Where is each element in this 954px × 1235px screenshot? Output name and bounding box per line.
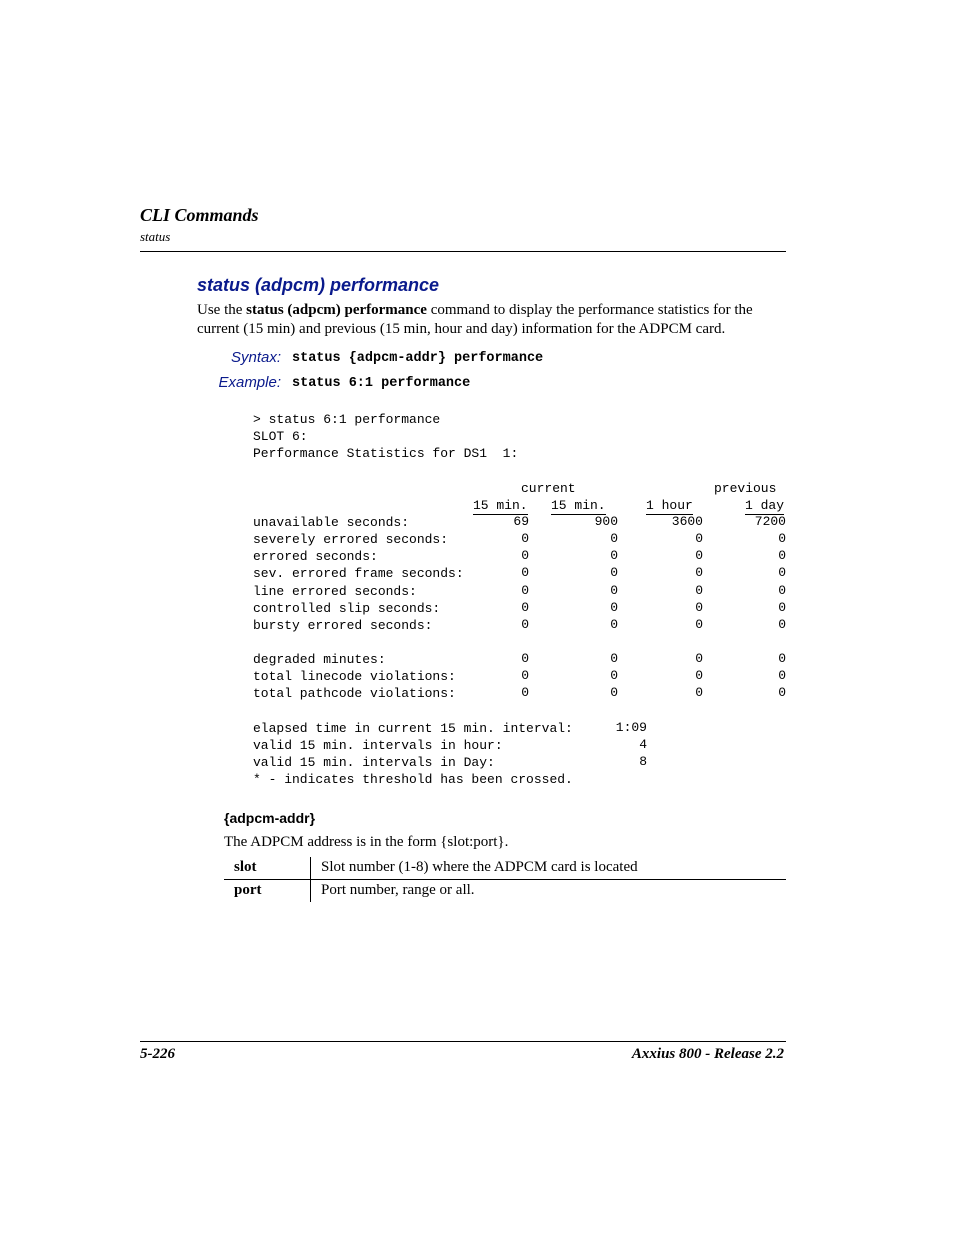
stat-value: 0 [610,531,618,546]
stat-value: 0 [778,600,786,615]
stat-value: 900 [594,514,618,529]
col-header-4: 1 day [745,497,784,515]
stat-value: 7200 [754,514,786,529]
intro-paragraph: Use the status (adpcm) performance command to display the performance statistics for the current (15 min) and previous (15 min, hour and day) information for the ADPCM card. [197,302,753,337]
output-line-1: > status 6:1 performance [253,412,441,427]
output-line-3: Performance Statistics for DS1 1: [253,446,519,461]
stat-value: 0 [610,600,618,615]
param-key: port [224,880,311,903]
stat-value: 0 [695,531,703,546]
stat-value: 0 [778,668,786,683]
example-command: status 6:1 performance [292,376,471,391]
summary-value: 8 [639,754,647,769]
stat-value: 0 [695,651,703,666]
param-row [224,880,786,903]
stat-value: 0 [610,583,618,598]
param-row [224,857,786,880]
section-title: status (adpcm) performance [197,275,440,295]
stat-value: 0 [521,548,529,563]
page-number: 5-226 [140,1046,175,1062]
stat-value: 0 [521,565,529,580]
stat-value: 0 [695,685,703,700]
example-label: Example: [218,374,281,391]
stat-value: 0 [610,565,618,580]
output-line-2: SLOT 6: [253,429,308,444]
chapter-subtitle: status [140,229,171,244]
param-table [224,857,786,902]
stat-value: 0 [610,651,618,666]
footer-rule [140,1041,786,1042]
stat-value: 0 [610,668,618,683]
col-header-3: 1 hour [646,497,693,515]
stat-value: 0 [778,583,786,598]
stat-label: controlled slip seconds: [253,601,441,616]
stat-value: 0 [610,617,618,632]
stat-value: 0 [778,651,786,666]
stat-value: 0 [610,685,618,700]
col-header-1: 15 min. [473,497,528,515]
stat-value: 0 [695,583,703,598]
stat-value: 0 [521,617,529,632]
param-value: Slot number (1-8) where the ADPCM card is located [311,857,787,880]
stat-label: severely errored seconds: [253,532,449,547]
stat-label: sev. errored frame seconds: [253,566,464,581]
param-description: The ADPCM address is in the form {slot:port}. [224,834,509,850]
stat-label: bursty errored seconds: [253,618,433,633]
stat-value: 0 [610,548,618,563]
stat-value: 0 [521,685,529,700]
stat-value: 69 [513,514,529,529]
stat-value: 0 [521,531,529,546]
chapter-title: CLI Commands [140,205,259,225]
param-value: Port number, range or all. [321,882,475,898]
summary-label: elapsed time in current 15 min. interval: [253,721,573,736]
stat-value: 0 [521,668,529,683]
stat-label: degraded minutes: [253,652,386,667]
summary-label: valid 15 min. intervals in Day: [253,755,495,770]
stat-value: 3600 [671,514,703,529]
col-header-2: 15 min. [551,497,606,515]
stat-value: 0 [521,600,529,615]
group-current-label: current [521,481,576,496]
stat-value: 0 [695,548,703,563]
stat-label: unavailable seconds: [253,515,410,530]
header-rule [140,251,786,252]
summary-value: 4 [639,737,647,752]
param-title: {adpcm-addr} [224,810,316,826]
summary-value: 1:09 [615,720,647,735]
param-key: slot [224,857,311,880]
product-release: Axxius 800 - Release 2.2 [631,1046,784,1062]
stat-label: total pathcode violations: [253,686,456,701]
intro-command: status (adpcm) performance [246,302,427,318]
syntax-command: status {adpcm-addr} performance [292,351,544,366]
stat-value: 0 [695,668,703,683]
syntax-label: Syntax: [230,349,281,366]
stat-value: 0 [521,583,529,598]
threshold-note: * - indicates threshold has been crossed. [253,772,573,787]
stat-value: 0 [695,617,703,632]
group-previous-label: previous [714,481,777,496]
stat-value: 0 [778,531,786,546]
stat-value: 0 [778,548,786,563]
stat-value: 0 [778,617,786,632]
summary-label: valid 15 min. intervals in hour: [253,738,503,753]
stat-value: 0 [778,685,786,700]
stat-label: errored seconds: [253,549,378,564]
stat-label: line errored seconds: [253,584,417,599]
stat-value: 0 [778,565,786,580]
stat-value: 0 [521,651,529,666]
stat-value: 0 [695,600,703,615]
stat-label: total linecode violations: [253,669,456,684]
stat-value: 0 [695,565,703,580]
